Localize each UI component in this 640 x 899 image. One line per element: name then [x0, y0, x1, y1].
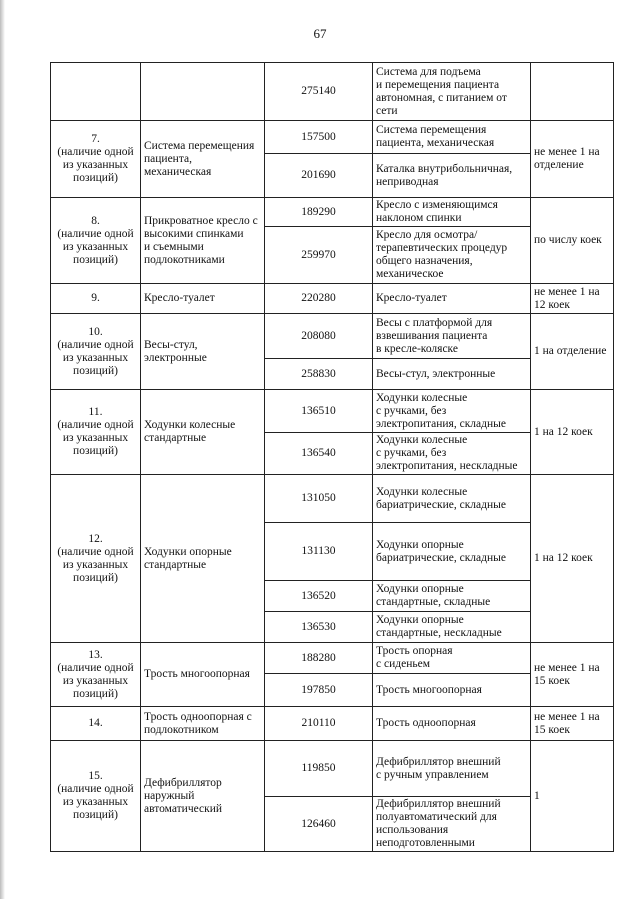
device-type: Система для подъема и перемещения пациента автономная, с питанием от сети	[373, 63, 531, 121]
device-type: Ходунки колесные бариатрические, складные	[373, 475, 531, 523]
device-type: Ходунки опорные стандартные, нескладные	[373, 612, 531, 643]
scan-edge-shadow	[0, 0, 5, 899]
device-code: 157500	[265, 121, 373, 154]
table-row	[51, 63, 614, 121]
requirement: не менее 1 на 15 коек	[531, 643, 614, 707]
device-type: Ходунки опорные стандартные, складные	[373, 581, 531, 612]
position-name: Кресло-туалет	[141, 284, 265, 314]
position-name: Прикроватное кресло с высокими спинками и съемными подлокотниками	[141, 198, 265, 284]
position-number: 8. (наличие одной из указанных позиций)	[51, 198, 141, 284]
device-type: Кресло-туалет	[373, 284, 531, 314]
position-name: Ходунки колесные стандартные	[141, 390, 265, 475]
position-name: Трость многоопорная	[141, 643, 265, 707]
requirement: не менее 1 на отделение	[531, 121, 614, 198]
position-name: Весы-стул, электронные	[141, 314, 265, 390]
position-number: 11. (наличие одной из указанных позиций)	[51, 390, 141, 475]
requirement: 1 на отделение	[531, 314, 614, 390]
device-code: 220280	[265, 284, 373, 314]
position-number: 15. (наличие одной из указанных позиций)	[51, 741, 141, 852]
requirement: не менее 1 на 12 коек	[531, 284, 614, 314]
position-number: 13. (наличие одной из указанных позиций)	[51, 643, 141, 707]
device-code: 208080	[265, 314, 373, 359]
equipment-table	[50, 62, 614, 852]
device-type: Дефибриллятор внешний с ручным управлением	[373, 741, 531, 797]
position-number: 14.	[51, 707, 141, 741]
requirement: 1 на 12 коек	[531, 475, 614, 643]
position-number: 7. (наличие одной из указанных позиций)	[51, 121, 141, 198]
table-row	[51, 198, 614, 227]
device-code: 197850	[265, 674, 373, 707]
device-code: 119850	[265, 741, 373, 797]
device-code: 210110	[265, 707, 373, 741]
page-number: 67	[313, 26, 327, 41]
device-code: 189290	[265, 198, 373, 227]
device-type: Ходунки колесные с ручками, без электропитания, складные	[373, 390, 531, 433]
table-row	[51, 643, 614, 674]
device-type: Трость опорная с сиденьем	[373, 643, 531, 674]
position-name: Дефибриллятор наружный автоматический	[141, 741, 265, 852]
device-type: Кресло для осмотра/ терапевтических процедур общего назначения, механическое	[373, 227, 531, 284]
device-type: Трость многоопорная	[373, 674, 531, 707]
position-name: Трость одноопорная с подлокотником	[141, 707, 265, 741]
position-name: Система перемещения пациента, механическая	[141, 121, 265, 198]
device-code: 131050	[265, 475, 373, 523]
requirement: не менее 1 на 15 коек	[531, 707, 614, 741]
device-type: Ходунки колесные с ручками, без электропитания, нескладные	[373, 433, 531, 475]
table-row	[51, 475, 614, 523]
device-code: 126460	[265, 797, 373, 852]
device-code: 136510	[265, 390, 373, 433]
table-row	[51, 284, 614, 314]
position-number	[51, 63, 141, 121]
device-code: 188280	[265, 643, 373, 674]
table-row	[51, 121, 614, 154]
device-type: Трость одноопорная	[373, 707, 531, 741]
device-type: Система перемещения пациента, механическая	[373, 121, 531, 154]
device-type: Кресло с изменяющимся наклоном спинки	[373, 198, 531, 227]
device-code: 131130	[265, 523, 373, 581]
position-number: 12. (наличие одной из указанных позиций)	[51, 475, 141, 643]
device-code: 201690	[265, 154, 373, 198]
device-type: Весы-стул, электронные	[373, 359, 531, 390]
requirement: 1 на 12 коек	[531, 390, 614, 475]
device-code: 136540	[265, 433, 373, 475]
table-row	[51, 390, 614, 433]
device-type: Ходунки опорные бариатрические, складные	[373, 523, 531, 581]
device-code: 136520	[265, 581, 373, 612]
device-code: 259970	[265, 227, 373, 284]
position-number: 9.	[51, 284, 141, 314]
device-code: 275140	[265, 63, 373, 121]
requirement	[531, 63, 614, 121]
device-type: Каталка внутрибольничная, неприводная	[373, 154, 531, 198]
requirement: 1	[531, 741, 614, 852]
requirement: по числу коек	[531, 198, 614, 284]
table-row	[51, 314, 614, 359]
position-name	[141, 63, 265, 121]
device-type: Весы с платформой для взвешивания пациента в кресле-коляске	[373, 314, 531, 359]
device-code: 136530	[265, 612, 373, 643]
table-row	[51, 741, 614, 797]
position-name: Ходунки опорные стандартные	[141, 475, 265, 643]
device-code: 258830	[265, 359, 373, 390]
position-number: 10. (наличие одной из указанных позиций)	[51, 314, 141, 390]
table-row	[51, 707, 614, 741]
device-type: Дефибриллятор внешний полуавтоматический для использования неподготовленными	[373, 797, 531, 852]
